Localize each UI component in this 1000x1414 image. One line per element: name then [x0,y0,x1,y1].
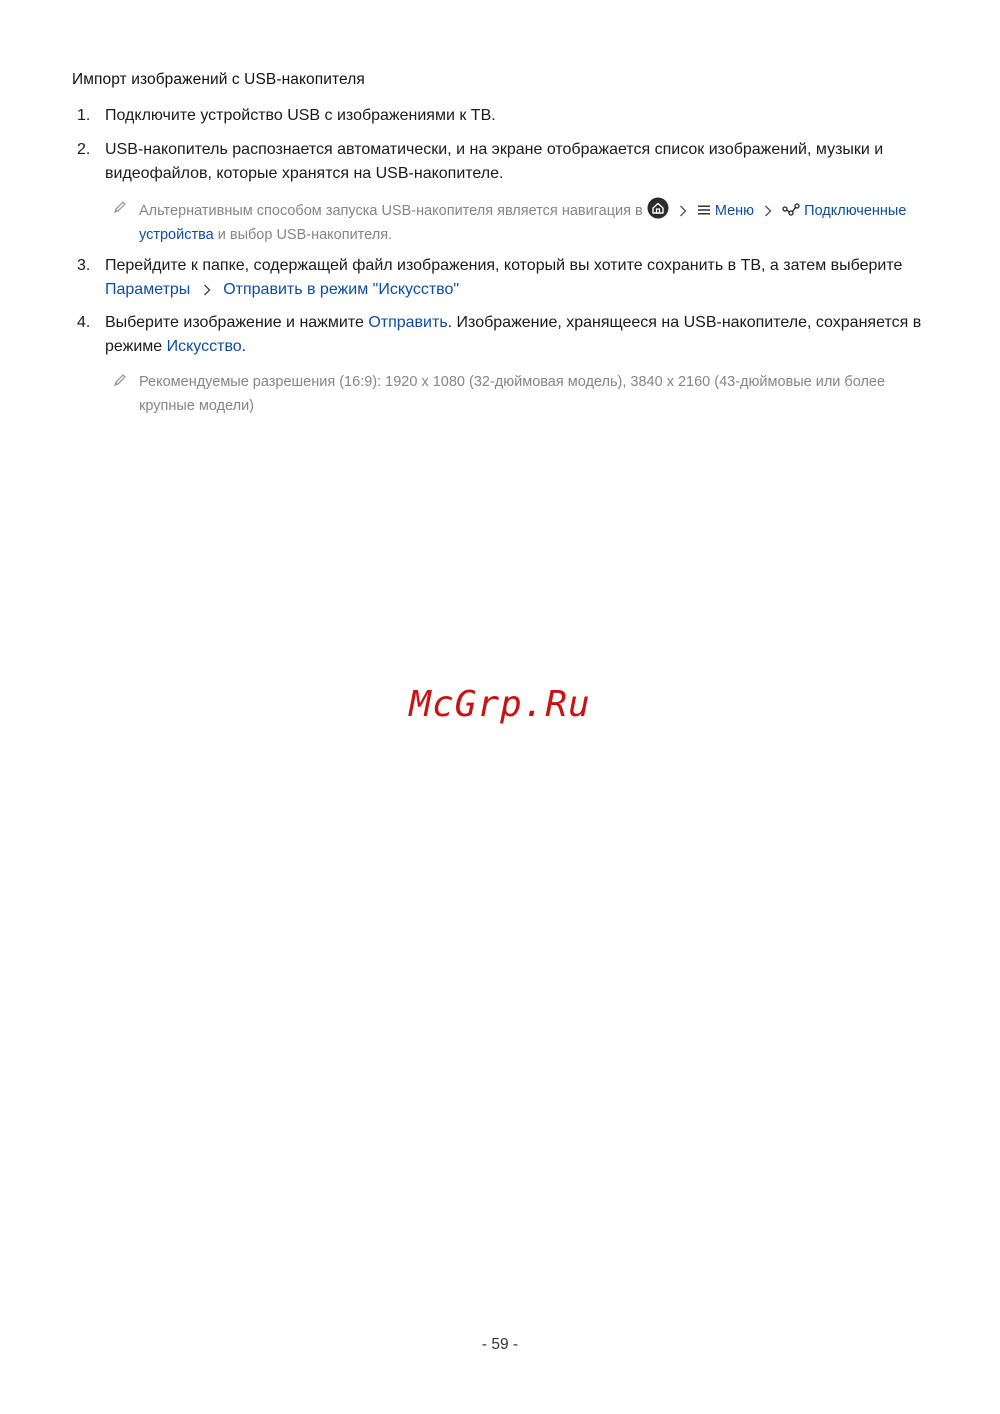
pencil-icon [113,373,127,387]
art-link[interactable]: Искусство [166,338,242,355]
parameters-link[interactable]: Параметры [105,281,191,298]
note-prefix: Альтернативным способом запуска USB-накопителя является навигация в [139,203,643,219]
send-link[interactable]: Отправить [368,314,448,331]
menu-icon [697,203,711,217]
connected-devices-icon [782,203,800,217]
connected-devices-link[interactable]: Подключенные устройства [139,203,907,243]
chevron-right-icon [679,205,687,217]
page-number: - 59 - [481,1336,519,1353]
step-text-main: Перейдите к папке, содержащей файл изображения, который вы хотите сохранить в ТВ, а затем выберите [105,257,903,274]
send-to-art-mode-link[interactable]: Отправить в режим "Искусство" [223,281,460,298]
chevron-right-icon [764,205,772,217]
step-text [105,311,925,359]
note-text [139,197,919,247]
step-number: 2. [77,141,91,158]
step-text: USB-накопитель распознается автоматически, и на экране отображается список изображений, музыки и видеофайлов, которые хранятся на USB-накопителе. [105,141,884,182]
step-text: Подключите устройство USB с изображениями к ТВ. [105,107,496,124]
home-icon [647,197,669,219]
step-number: 1. [77,107,91,124]
section-title: Импорт изображений с USB-накопителя [72,71,365,88]
chevron-right-icon [203,284,211,296]
step-text-c: . [241,338,247,355]
note-suffix: и выбор USB-накопителя. [217,227,393,243]
step-number: 4. [77,314,91,331]
watermark: McGrp.Ru [409,684,591,725]
step-text-b: . Изображение, хранящееся на USB-накопителе, сохраняется в режиме [105,314,922,355]
menu-link[interactable]: Меню [714,203,755,219]
pencil-icon [113,200,127,214]
step-number: 3. [77,257,91,274]
step-text-a: Выберите изображение и нажмите [105,314,364,331]
step-text [105,254,925,302]
note-text: Рекомендуемые разрешения (16:9): 1920 x 1080 (32-дюймовая модель), 3840 x 2160 (43-дюймовые или более крупные модели) [139,374,886,414]
